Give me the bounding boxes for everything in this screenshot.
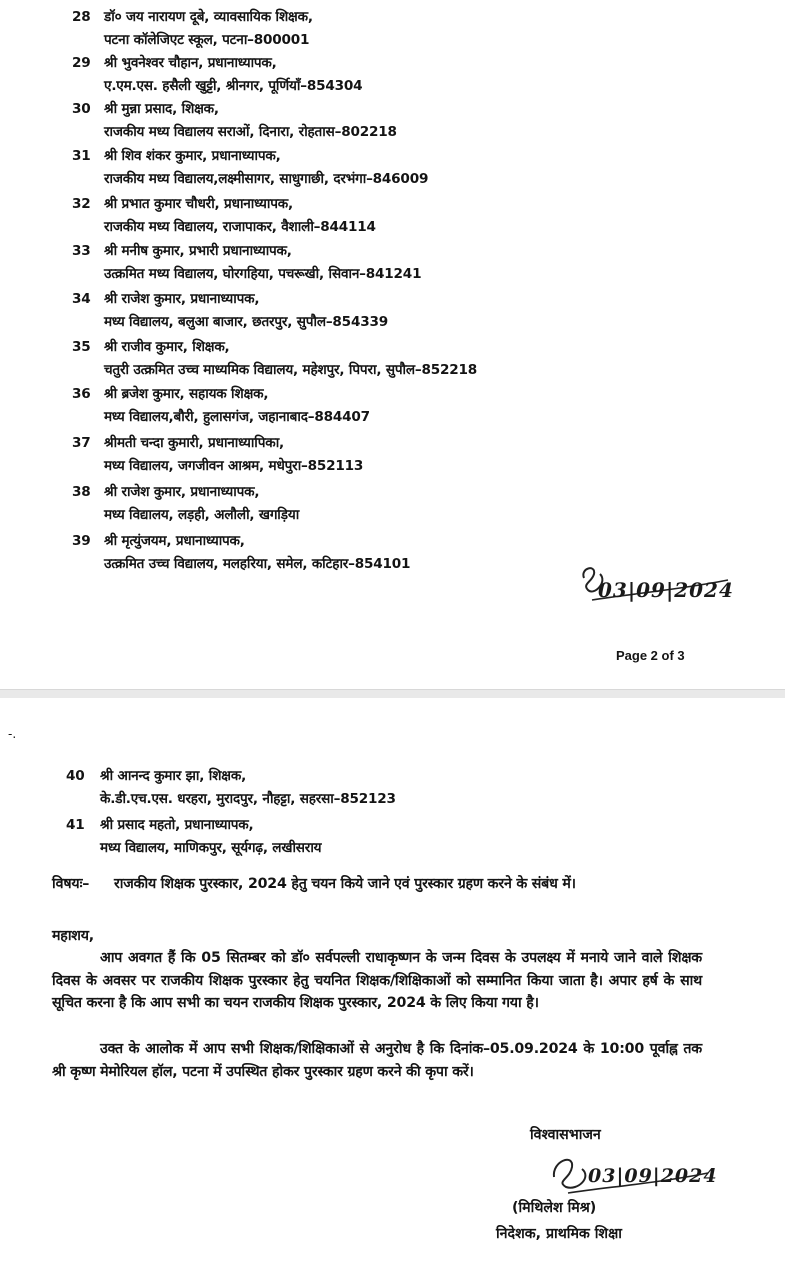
- entry-name: श्री प्रभात कुमार चौधरी, प्रधानाध्यापक,: [104, 196, 293, 212]
- subject-label: विषयः–: [52, 876, 90, 892]
- corner-mark: -.: [8, 727, 17, 741]
- entry-number: 41: [66, 817, 85, 833]
- entry-address: राजकीय मध्य विद्यालय, राजापाकर, वैशाली–844114: [104, 219, 376, 235]
- entry-name: श्री राजेश कुमार, प्रधानाध्यापक,: [104, 291, 260, 307]
- entry-number: 32: [72, 196, 91, 212]
- entry-name: श्रीमती चन्दा कुमारी, प्रधानाध्यापिका,: [104, 435, 285, 451]
- entry-address: ए.एम.एस. हसैली खुट्टी, श्रीनगर, पूर्णियाँ–854304: [104, 78, 363, 94]
- entry-number: 40: [66, 768, 85, 784]
- entry-number: 34: [72, 291, 91, 307]
- entry-number: 36: [72, 386, 91, 402]
- entry-address: राजकीय मध्य विद्यालय सराओं, दिनारा, रोहतास–802218: [104, 124, 397, 140]
- signatory-title: निदेशक, प्राथमिक शिक्षा: [496, 1226, 622, 1242]
- entry-name: श्री शिव शंकर कुमार, प्रधानाध्यापक,: [104, 148, 281, 164]
- entry-number: 35: [72, 339, 91, 355]
- entry-address: पटना कॉलेजिएट स्कूल, पटना–800001: [104, 32, 310, 48]
- entry-address: मध्य विद्यालय, माणिकपुर, सूर्यगढ़, लखीसराय: [100, 840, 322, 856]
- entry-name: श्री प्रसाद महतो, प्रधानाध्यापक,: [100, 817, 254, 833]
- entry-name: श्री मुन्ना प्रसाद, शिक्षक,: [104, 101, 219, 117]
- entry-address: के.डी.एच.एस. धरहरा, मुरादपुर, नौहट्टा, सहरसा–852123: [100, 791, 396, 807]
- signature-date: 03|09|2024: [598, 578, 734, 602]
- handwritten-signature: [578, 560, 748, 615]
- entry-name: श्री ब्रजेश कुमार, सहायक शिक्षक,: [104, 386, 269, 402]
- entry-name: श्री मनीष कुमार, प्रभारी प्रधानाध्यापक,: [104, 243, 292, 259]
- entry-address: मध्य विद्यालय,बौरी, हुलासगंज, जहानाबाद–884407: [104, 409, 370, 425]
- page-number: Page 2 of 3: [616, 648, 685, 663]
- entry-name: डॉ० जय नारायण दूबे, व्यावसायिक शिक्षक,: [104, 9, 313, 25]
- signatory-name: (मिथिलेश मिश्र): [512, 1200, 597, 1216]
- entry-number: 39: [72, 533, 91, 549]
- paragraph-1: आप अवगत हैं कि 05 सितम्बर को डॉ० सर्वपल्ली राधाकृष्णन के जन्म दिवस के उपलक्ष्य में मनाये जाने वाले शिक्षक दिवस के अवसर पर राजकीय शिक्षक पुरस्कार हेतु चयनित शिक्षक/शिक्षिकाओं को सम्मानित किया जाता है। अपार हर्ष के साथ सूचित करना है कि आप सभी का चयन राजकीय शिक्षक पुरस्कार, 2024 के लिए किया गया है।: [52, 950, 702, 1011]
- entry-number: 28: [72, 9, 91, 25]
- salutation: महाशय,: [52, 928, 94, 944]
- entry-address: उत्क्रमित उच्च विद्यालय, मलहरिया, समेल, कटिहार–854101: [104, 556, 411, 572]
- entry-address: मध्य विद्यालय, बलुआ बाजार, छतरपुर, सुपौल–854339: [104, 314, 388, 330]
- entry-name: श्री मृत्युंजयम, प्रधानाध्यापक,: [104, 533, 245, 549]
- entry-name: श्री राजीव कुमार, शिक्षक,: [104, 339, 230, 355]
- entry-address: मध्य विद्यालय, लड़ही, अलौली, खगड़िया: [104, 507, 300, 523]
- entry-address: मध्य विद्यालय, जगजीवन आश्रम, मधेपुरा–852113: [104, 458, 364, 474]
- page-3: [0, 697, 785, 1280]
- signature-date: 03|09|2024: [588, 1165, 718, 1187]
- subject-text: राजकीय शिक्षक पुरस्कार, 2024 हेतु चयन किये जाने एवं पुरस्कार ग्रहण करने के संबंध में।: [114, 876, 576, 892]
- entry-number: 31: [72, 148, 91, 164]
- entry-name: श्री आनन्द कुमार झा, शिक्षक,: [100, 768, 247, 784]
- entry-number: 37: [72, 435, 91, 451]
- paragraph-2: उक्त के आलोक में आप सभी शिक्षक/शिक्षिकाओं से अनुरोध है कि दिनांक–05.09.2024 के 10:00 पूर्वाह्न तक श्री कृष्ण मेमोरियल हॉल, पटना में उपस्थित होकर पुरस्कार ग्रहण करने की कृपा करें।: [52, 1041, 702, 1080]
- entry-address: उत्क्रमित मध्य विद्यालय, घोरगहिया, पचरूखी, सिवान–841241: [104, 266, 422, 282]
- handwritten-signature: [548, 1147, 718, 1203]
- entry-name: श्री भुवनेश्वर चौहान, प्रधानाध्यापक,: [104, 55, 277, 71]
- entry-number: 33: [72, 243, 91, 259]
- entry-name: श्री राजेश कुमार, प्रधानाध्यापक,: [104, 484, 260, 500]
- entry-address: चतुरी उत्क्रमित उच्च माध्यमिक विद्यालय, महेशपुर, पिपरा, सुपौल–852218: [104, 362, 478, 378]
- entry-address: राजकीय मध्य विद्यालय,लक्ष्मीसागर, साधुगाछी, दरभंगा–846009: [104, 171, 429, 187]
- entry-number: 38: [72, 484, 91, 500]
- closing: विश्वासभाजन: [530, 1127, 601, 1143]
- entry-number: 29: [72, 55, 91, 71]
- entry-number: 30: [72, 101, 91, 117]
